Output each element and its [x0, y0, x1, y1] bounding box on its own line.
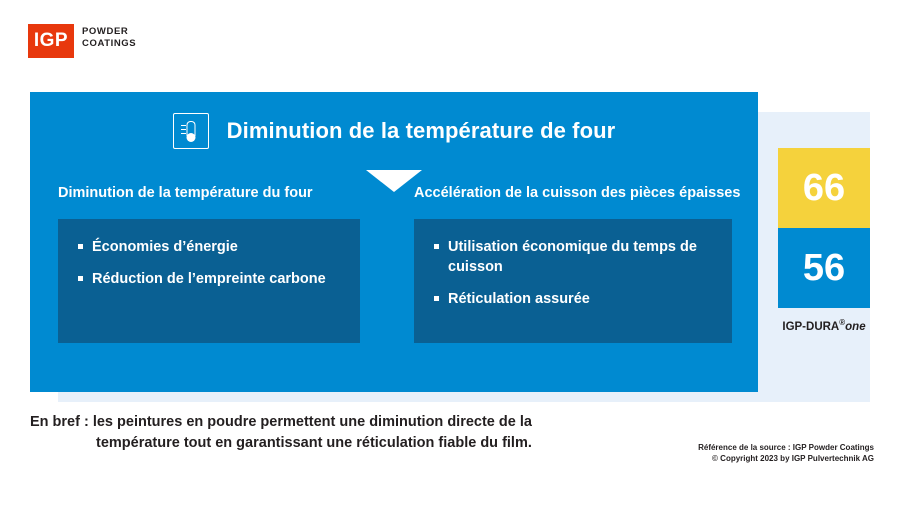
header-bar [30, 92, 758, 170]
thermometer-bulb [186, 133, 195, 142]
summary-text [30, 412, 650, 454]
stat-caption-main: IGP-DURA [782, 320, 840, 333]
divider-notch [366, 170, 422, 192]
column-right-card [414, 219, 732, 343]
stat-tile-top: 66 [778, 148, 870, 228]
logo-wordmark [82, 26, 136, 50]
list-item: Utilisation économique du temps de cuisson [434, 237, 712, 277]
column-right-title: Accélération de la cuisson des pièces épaisses [414, 185, 741, 201]
source-credit-line1: Référence de la source : IGP Powder Coatings [698, 443, 874, 452]
list-item: Économies d’énergie [78, 237, 340, 257]
main-infographic [30, 92, 758, 392]
source-credit [698, 442, 874, 464]
summary-label: En bref : [30, 414, 89, 430]
thermometer-tick [181, 125, 186, 126]
stat-tile-bottom: 56 [778, 228, 870, 308]
source-credit-line2: © Copyright 2023 by IGP Pulvertechnik AG [712, 454, 874, 463]
stat-caption-variant: one [845, 320, 866, 333]
list-item: Réticulation assurée [434, 289, 712, 309]
logo-wordmark-line2: COATINGS [82, 38, 137, 49]
logo-mark: IGP [28, 24, 74, 58]
thermometer-tick [181, 129, 186, 130]
thermometer-icon [173, 113, 209, 149]
column-right [414, 184, 744, 343]
list-item: Réduction de l’empreinte carbone [78, 269, 340, 289]
column-left-bullets [78, 237, 340, 289]
header-content [173, 113, 616, 149]
stat-caption-registered: ® [839, 318, 846, 327]
stat-tiles [778, 148, 870, 333]
summary-line2: température tout en garantissant une réticulation fiable du film. [96, 435, 532, 451]
column-left-card [58, 219, 360, 343]
column-left-title: Diminution de la température du four [58, 185, 313, 201]
stat-caption [778, 318, 870, 333]
igp-logo [28, 24, 136, 58]
header-title: Diminution de la température de four [226, 118, 616, 143]
column-right-bullets [434, 237, 712, 309]
thermometer-tick [181, 133, 186, 134]
summary-line1: les peintures en poudre permettent une diminution directe de la [92, 414, 532, 430]
logo-wordmark-line1: POWDER [82, 26, 129, 37]
column-left [58, 184, 388, 343]
